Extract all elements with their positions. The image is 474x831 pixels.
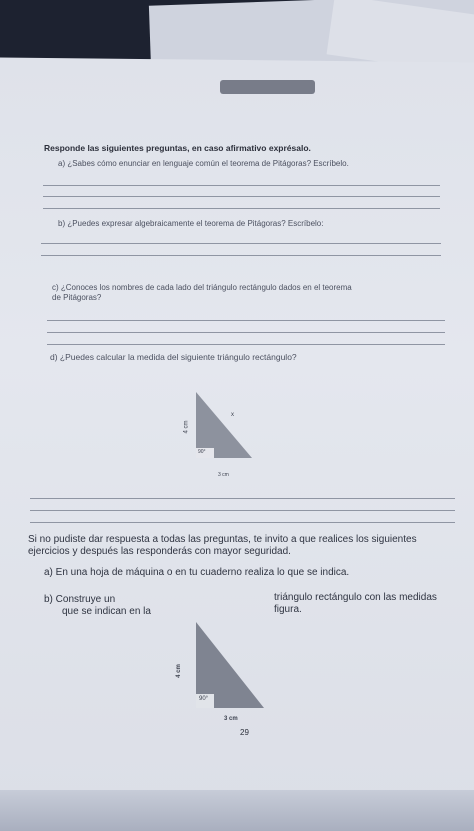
right-triangle-figure-2 [176, 618, 276, 736]
triangle-2-base-label: 3 cm [224, 716, 238, 722]
triangle-1-angle-label: 90° [198, 449, 206, 455]
instructions-heading: Responde las siguientes preguntas, en caso afirmativo exprésalo. [44, 143, 311, 153]
followup-item-b-left1: b) Construye un [44, 594, 116, 605]
question-d: d) ¿Puedes calcular la medida del siguiente triángulo rectángulo? [50, 352, 297, 362]
answer-line[interactable] [30, 510, 455, 511]
question-a: a) ¿Sabes cómo enunciar en lenguaje común el teorema de Pitágoras? Escríbelo. [58, 159, 349, 168]
triangle-1-hypotenuse-label: x [231, 412, 234, 418]
followup-line2: ejercicios y después las responderás con mayor seguridad. [28, 546, 291, 557]
triangle-1-height-label: 4 cm [183, 420, 190, 434]
followup-item-b-right2: figura. [274, 604, 302, 615]
triangle-2-angle-label: 90° [199, 696, 209, 702]
answer-line[interactable] [43, 196, 440, 197]
answer-line[interactable] [47, 332, 445, 333]
followup-item-b-right1: triángulo rectángulo con las medidas [274, 592, 437, 603]
paper-bottom-edge [0, 790, 474, 831]
triangle-1-svg [183, 388, 266, 484]
answer-line[interactable] [43, 185, 440, 186]
answer-line[interactable] [43, 208, 440, 209]
answer-line[interactable] [30, 522, 455, 523]
question-c-line2: de Pitágoras? [52, 293, 102, 302]
triangle-2-height-label: 4 cm [175, 664, 182, 678]
followup-line1: Si no pudiste dar respuesta a todas las preguntas, te invito a que realices los siguientes [28, 534, 417, 545]
question-b: b) ¿Puedes expresar algebraicamente el teorema de Pitágoras? Escríbelo: [58, 219, 324, 228]
answer-line[interactable] [47, 344, 445, 345]
answer-line[interactable] [41, 255, 441, 256]
stamp-mark [220, 80, 315, 94]
followup-item-a: a) En una hoja de máquina o en tu cuaderno realiza lo que se indica. [44, 567, 350, 578]
question-c-line1: c) ¿Conoces los nombres de cada lado del triángulo rectángulo dados en el teorema [52, 283, 352, 292]
answer-line[interactable] [41, 243, 441, 244]
followup-item-b-left2: que se indican en la [62, 606, 151, 617]
right-triangle-figure-1 [183, 388, 266, 484]
triangle-1-base-label: 3 cm [218, 472, 229, 478]
answer-line[interactable] [47, 320, 445, 321]
page-number: 29 [240, 728, 249, 737]
answer-line[interactable] [30, 498, 455, 499]
